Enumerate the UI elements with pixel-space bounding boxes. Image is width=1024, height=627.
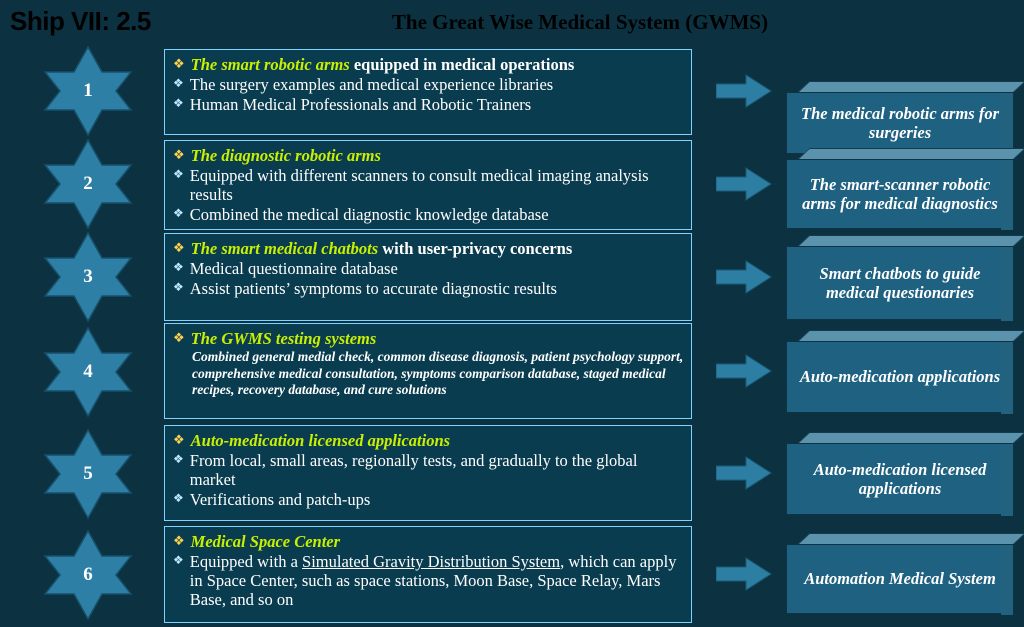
outcome-box-face <box>786 159 1014 229</box>
step-content-5 <box>164 425 692 521</box>
diagram-row-4 <box>0 322 1024 421</box>
bullet-item <box>173 95 685 114</box>
step-star-6 <box>38 529 138 621</box>
step-content-1 <box>164 49 692 135</box>
outcome-box-face <box>786 443 1014 515</box>
bullet-item <box>173 146 685 165</box>
bullet-item <box>173 55 685 74</box>
bullet-text: Auto-medication licensed applications <box>190 431 451 450</box>
right-arrow-icon <box>716 260 772 294</box>
outcome-label: The medical robotic arms for surgeries <box>801 103 999 142</box>
box-top-face <box>798 432 1024 443</box>
bullet-item <box>173 259 685 278</box>
box-side-face <box>1001 247 1013 321</box>
bullet-diamond-icon: ❖ <box>173 491 184 506</box>
box-side-face <box>1001 342 1013 414</box>
bullet-item <box>173 431 685 450</box>
bullet-item <box>173 205 685 224</box>
page-title: The Great Wise Medical System (GWMS) <box>391 10 769 34</box>
bullet-text: Combined the medical diagnostic knowledge database <box>189 205 549 225</box>
bullet-text: Equipped with a Simulated Gravity Distribution System, which can apply in Space Center, such as space stations, Moon Base, Space Relay, Mars Base, and so on <box>189 552 677 610</box>
step-star-4 <box>38 326 138 418</box>
bullet-text: Combined general medial check, common disease diagnosis, patient psychology support, comprehensive medical consultation, symptoms comparison database, staged medical recipes, recovery database, and cure solutions <box>192 349 684 398</box>
outcome-label: Automation Medical System <box>804 569 996 589</box>
box-side-face <box>1001 444 1013 516</box>
step-number: 1 <box>83 80 93 101</box>
outcome-box-face <box>786 246 1014 320</box>
step-number: 3 <box>83 266 93 287</box>
box-top-face <box>798 81 1024 92</box>
step-number: 6 <box>83 564 93 585</box>
bullet-diamond-icon: ❖ <box>173 330 185 345</box>
box-top-face <box>798 148 1024 159</box>
bullet-text: From local, small areas, regionally tests, and gradually to the global market <box>189 451 638 490</box>
right-arrow-icon <box>716 557 772 591</box>
outcome-box-5 <box>786 432 1014 515</box>
box-top-face <box>798 533 1024 544</box>
bullet-diamond-icon: ❖ <box>173 167 184 182</box>
bullet-diamond-icon: ❖ <box>173 56 185 71</box>
step-content-2 <box>164 140 692 230</box>
step-number: 4 <box>83 361 93 382</box>
bullet-item <box>173 279 685 298</box>
ship-label: Ship VII: 2.5 <box>10 6 151 36</box>
bullet-text: The GWMS testing systems <box>190 329 377 348</box>
bullet-text: Verifications and patch-ups <box>189 490 371 510</box>
diagram-row-1 <box>0 45 1024 142</box>
box-top-face <box>798 235 1024 246</box>
box-side-face <box>1001 160 1013 230</box>
bullet-text: The diagnostic robotic arms <box>190 146 381 165</box>
diagram-row-2 <box>0 138 1024 230</box>
step-star-3 <box>38 231 138 323</box>
bullet-diamond-icon: ❖ <box>173 240 185 255</box>
outcome-box-2 <box>786 148 1014 229</box>
step-content-6 <box>164 526 692 623</box>
bullet-diamond-icon: ❖ <box>173 260 184 275</box>
bullet-item <box>173 490 685 509</box>
outcome-box-3 <box>786 235 1014 320</box>
bullet-text: The smart medical chatbots with user-privacy concerns <box>190 239 573 258</box>
step-content-3 <box>164 233 692 321</box>
bullet-text: Medical questionnaire database <box>189 259 398 279</box>
outcome-label: Auto-medication licensed applications <box>813 459 987 498</box>
bullet-diamond-icon: ❖ <box>173 206 184 221</box>
bullet-text: Assist patients’ symptoms to accurate diagnostic results <box>189 279 557 299</box>
bullet-text: The smart robotic arms equipped in medical operations <box>190 55 575 74</box>
bullet-diamond-icon: ❖ <box>173 553 184 568</box>
outcome-box-6 <box>786 533 1014 614</box>
bullet-text: The surgery examples and medical experience libraries <box>189 75 554 95</box>
bullet-text: Human Medical Professionals and Robotic Trainers <box>189 95 532 115</box>
bullet-diamond-icon: ❖ <box>173 76 184 91</box>
right-arrow-icon <box>716 167 772 201</box>
bullet-text: Equipped with different scanners to consult medical imaging analysis results <box>189 166 649 205</box>
bullet-item <box>173 532 685 551</box>
outcome-box-4 <box>786 330 1014 413</box>
diagram-row-5 <box>0 424 1024 522</box>
step-number: 5 <box>83 463 93 484</box>
bullet-diamond-icon: ❖ <box>173 96 184 111</box>
emphasis-underline: Simulated Gravity Distribution System <box>302 552 561 572</box>
box-side-face <box>1001 545 1013 615</box>
diagram-row-3 <box>0 231 1024 323</box>
bullet-item <box>173 329 685 348</box>
bullet-diamond-icon: ❖ <box>173 452 184 467</box>
bullet-item <box>173 166 685 204</box>
bullet-note <box>173 349 685 398</box>
bullet-item <box>173 451 685 489</box>
step-content-4 <box>164 323 692 419</box>
step-number: 2 <box>83 173 93 194</box>
outcome-label: The smart-scanner robotic arms for medical diagnostics <box>802 174 998 213</box>
step-star-5 <box>38 428 138 520</box>
outcome-label: Smart chatbots to guide medical questionaries <box>819 263 981 302</box>
outcome-label: Auto-medication applications <box>799 367 1001 387</box>
box-top-face <box>798 330 1024 341</box>
step-star-2 <box>38 138 138 230</box>
bullet-item <box>173 239 685 258</box>
right-arrow-icon <box>716 74 772 108</box>
bullet-text: Medical Space Center <box>190 532 341 551</box>
bullet-item <box>173 75 685 94</box>
step-star-1 <box>38 45 138 137</box>
bullet-diamond-icon: ❖ <box>173 147 185 162</box>
right-arrow-icon <box>716 354 772 388</box>
bullet-diamond-icon: ❖ <box>173 280 184 295</box>
outcome-box-face <box>786 544 1014 614</box>
bullet-diamond-icon: ❖ <box>173 533 185 548</box>
bullet-diamond-icon: ❖ <box>173 432 185 447</box>
bullet-item <box>173 552 685 609</box>
diagram-row-6 <box>0 525 1024 625</box>
right-arrow-icon <box>716 456 772 490</box>
outcome-box-face <box>786 341 1014 413</box>
